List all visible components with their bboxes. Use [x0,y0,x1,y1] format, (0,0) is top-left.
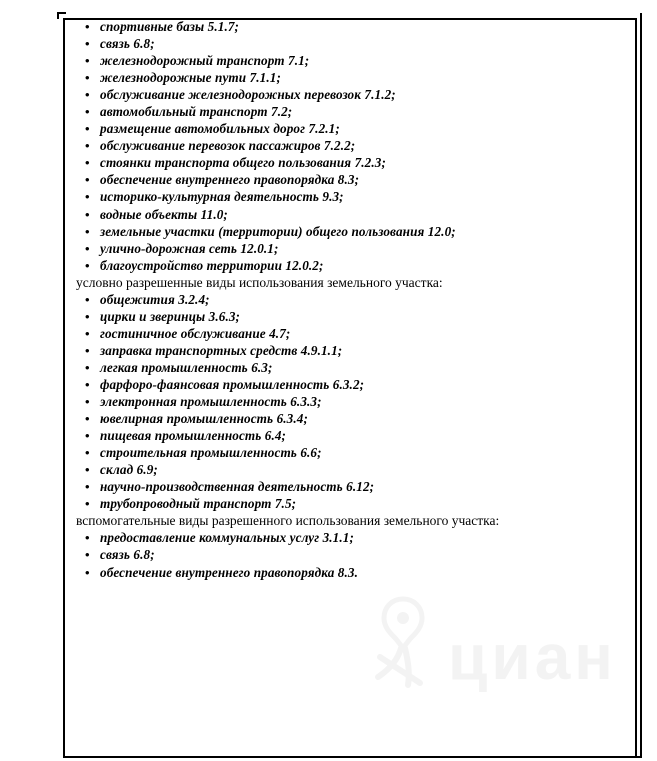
section-header-auxiliary-uses: вспомогательные виды разрешенного использования земельного участка: [76,513,500,529]
list-item [65,444,633,461]
list-item [65,359,633,376]
list-item [65,461,633,478]
bullet-icon: • [85,172,90,188]
list-item-text: железнодорожные пути 7.1.1; [100,70,281,86]
list-item-text: обслуживание перевозок пассажиров 7.2.2; [100,138,356,154]
list-item-text: размещение автомобильных дорог 7.2.1; [100,121,340,137]
list-item [65,291,633,308]
bullet-icon: • [85,325,90,341]
list-item-text: гостиничное обслуживание 4.7; [100,325,291,341]
list-item-text: ювелирная промышленность 6.3.4; [100,411,308,427]
document-content [65,18,633,581]
bullet-icon: • [85,428,90,444]
border-right-outer [640,13,642,758]
list-item [65,529,633,546]
bullet-icon: • [85,359,90,375]
list-item-text: связь 6.8; [100,547,155,563]
list-item [65,257,633,274]
list-item [65,35,633,52]
bullet-icon: • [85,479,90,495]
list-item-text: историко-культурная деятельность 9.3; [100,189,344,205]
list-item-text: улично-дорожная сеть 12.0.1; [100,240,279,256]
list-item-text: земельные участки (территории) общего пользования 12.0; [100,223,456,239]
bullet-icon: • [85,206,90,222]
bullet-icon: • [85,87,90,103]
list-item-text: благоустройство территории 12.0.2; [100,257,324,273]
list-item [65,495,633,512]
permitted-uses-list [65,18,633,274]
list-item [65,546,633,563]
bullet-icon: • [85,308,90,324]
border-right-inner [635,18,637,758]
list-item-text: пищевая промышленность 6.4; [100,428,287,444]
bullet-icon: • [85,138,90,154]
bullet-icon: • [85,257,90,273]
list-item-text: предоставление коммунальных услуг 3.1.1; [100,530,354,546]
list-item [65,308,633,325]
list-item [65,103,633,120]
bullet-icon: • [85,564,90,580]
list-item [65,427,633,444]
list-item-text: научно-производственная деятельность 6.12; [100,479,375,495]
bullet-icon: • [85,53,90,69]
list-item [65,478,633,495]
list-item-text: общежития 3.2.4; [100,291,210,307]
list-item [65,376,633,393]
list-item-text: электронная промышленность 6.3.3; [100,394,322,410]
bullet-icon: • [85,104,90,120]
list-item [65,52,633,69]
bullet-icon: • [85,19,90,34]
list-item [65,137,633,154]
bullet-icon: • [85,496,90,512]
list-item [65,18,633,35]
list-item-text: связь 6.8; [100,36,155,52]
border-top-left-mark-vertical [57,12,59,19]
list-item [65,240,633,257]
bullet-icon: • [85,155,90,171]
list-item [65,393,633,410]
list-item [65,223,633,240]
list-item-text: обслуживание железнодорожных перевозок 7.1.2; [100,87,396,103]
bullet-icon: • [85,291,90,307]
bullet-icon: • [85,530,90,546]
list-item [65,120,633,137]
list-item [65,410,633,427]
bullet-icon: • [85,36,90,52]
bullet-icon: • [85,394,90,410]
bullet-icon: • [85,547,90,563]
list-item-text: стоянки транспорта общего пользования 7.2.3; [100,155,386,171]
bullet-icon: • [85,240,90,256]
list-item-text: обеспечение внутреннего правопорядка 8.3; [100,172,360,188]
list-item-text: водные объекты 11.0; [100,206,228,222]
bullet-icon: • [85,445,90,461]
bullet-icon: • [85,121,90,137]
watermark [368,593,617,695]
list-item-text: цирки и зверинцы 3.6.3; [100,308,241,324]
list-item-text: железнодорожный транспорт 7.1; [100,53,310,69]
list-item [65,342,633,359]
bullet-icon: • [85,376,90,392]
bullet-icon: • [85,70,90,86]
list-item-text: фарфоро-фаянсовая промышленность 6.3.2; [100,376,365,392]
list-item-text: строительная промышленность 6.6; [100,445,322,461]
auxiliary-uses-list [65,529,633,580]
list-item-text: склад 6.9; [100,462,158,478]
list-item [65,206,633,223]
bullet-icon: • [85,189,90,205]
list-item-text: легкая промышленность 6.3; [100,359,273,375]
list-item [65,188,633,205]
list-item [65,171,633,188]
list-item [65,69,633,86]
list-item [65,154,633,171]
watermark-text: циан [448,621,617,693]
person-pin-icon [368,593,438,695]
section-header-conditional-uses: условно разрешенные виды использования земельного участка: [76,274,443,290]
list-item [65,564,633,581]
bullet-icon: • [85,223,90,239]
list-item [65,325,633,342]
bullet-icon: • [85,342,90,358]
list-item-text: заправка транспортных средств 4.9.1.1; [100,342,343,358]
list-item-text: автомобильный транспорт 7.2; [100,104,293,120]
border-bottom [63,756,642,758]
list-item [65,86,633,103]
bullet-icon: • [85,411,90,427]
conditional-uses-list [65,291,633,513]
list-item-text: трубопроводный транспорт 7.5; [100,496,297,512]
list-item-text: спортивные базы 5.1.7; [100,19,240,34]
bullet-icon: • [85,462,90,478]
list-item-text: обеспечение внутреннего правопорядка 8.3. [100,564,358,580]
